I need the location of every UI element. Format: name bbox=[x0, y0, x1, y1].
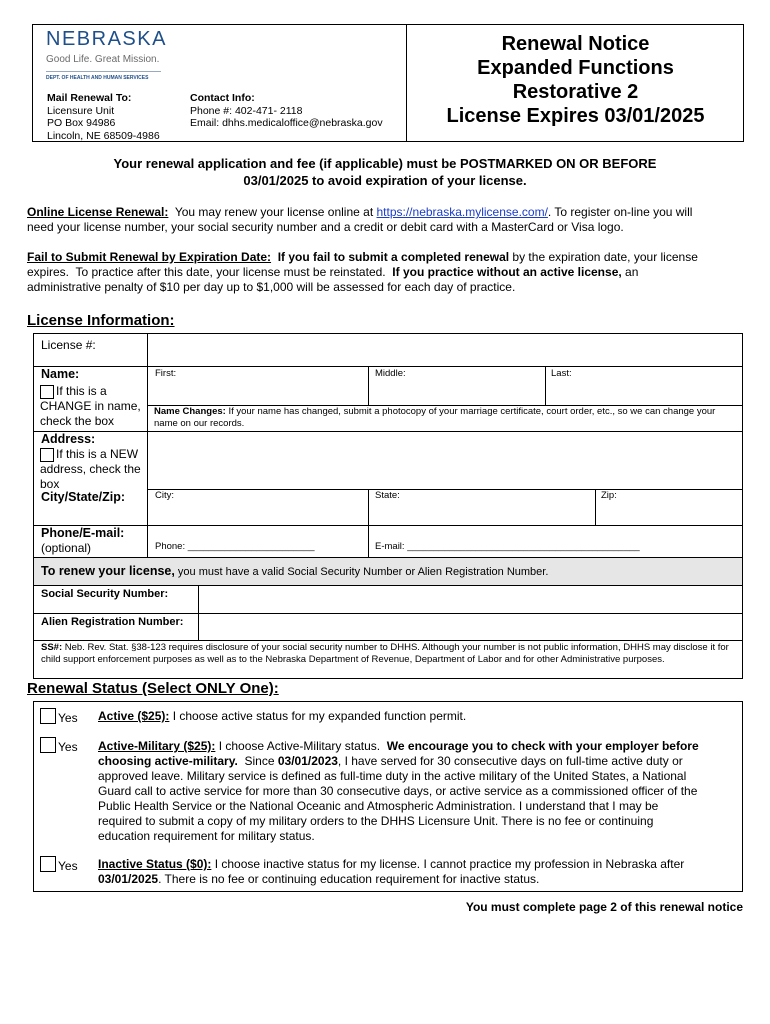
active-yes-label: Yes bbox=[58, 711, 78, 725]
name-col-divider bbox=[545, 366, 546, 405]
title-line: Expanded Functions bbox=[477, 57, 674, 79]
city-field-label: City: bbox=[155, 490, 174, 501]
military-date: 03/01/2023 bbox=[277, 754, 338, 768]
fail-to-submit-paragraph bbox=[27, 250, 747, 295]
fail-line3: administrative penalty of $10 per day up to $1,000 will be assessed for each day of practice. bbox=[27, 280, 516, 294]
title-line: Renewal Notice bbox=[501, 33, 650, 55]
row-line bbox=[33, 525, 743, 526]
alien-registration-label: Alien Registration Number: bbox=[41, 616, 184, 628]
fail-text: by the expiration date, your license bbox=[509, 250, 698, 264]
name-changes-text: If your name has changed, submit a photocopy of your marriage certificate, court order, etc., so we can change your name on our records. bbox=[154, 406, 716, 429]
military-line: approved leave. Military service is defined as full-time duty in the active military of the United States, a National bbox=[98, 769, 687, 783]
fail-text: an bbox=[621, 265, 639, 279]
mail-line: Lincoln, NE 68509-4986 bbox=[47, 129, 160, 142]
military-option bbox=[40, 737, 78, 755]
inactive-label: Inactive Status ($0): bbox=[98, 857, 212, 871]
military-line: required to submit a copy of my military orders to the DHHS Licensure Unit. There is no fee or continuing bbox=[98, 814, 654, 828]
first-name-field-label: First: bbox=[155, 368, 177, 379]
logo-dept: DEPT. OF HEALTH AND HUMAN SERVICES bbox=[46, 75, 149, 81]
military-description bbox=[98, 739, 743, 844]
logo-wordmark: NEBRASKA bbox=[46, 28, 167, 50]
military-line: Public Health Service or the National Oceanic and Atmospheric Administration. I understand that I may be bbox=[98, 799, 659, 813]
online-label: Online License Renewal: bbox=[27, 205, 169, 219]
renew-text: you must have a valid Social Security Number or Alien Registration Number. bbox=[174, 566, 549, 578]
row-line bbox=[33, 366, 743, 367]
online-renewal-link[interactable]: https://nebraska.mylicense.com/ bbox=[376, 205, 548, 219]
license-number-label: License #: bbox=[41, 338, 96, 352]
row-line bbox=[147, 489, 743, 490]
phone-email-label-group bbox=[41, 526, 124, 556]
active-option bbox=[40, 708, 78, 726]
mail-line: PO Box 94986 bbox=[47, 117, 116, 129]
title-line: License Expires 03/01/2025 bbox=[446, 105, 705, 127]
address-field[interactable] bbox=[148, 432, 742, 488]
inactive-description bbox=[98, 857, 743, 887]
inactive-yes-checkbox[interactable] bbox=[40, 856, 56, 872]
name-label: Name: bbox=[41, 367, 80, 381]
military-bold: choosing active-military. bbox=[98, 754, 238, 768]
ss-text: Neb. Rev. Stat. §38-123 requires disclosure of your social security number to DHHS. Although your number is not public information, DHHS may disclose it for child support enforcement purposes as well as to the Nebraska Department of Revenue, Department of Labor and for other Administrative purposes. bbox=[41, 642, 729, 665]
email-field[interactable]: E-mail: ____________________________________________ bbox=[375, 541, 640, 552]
middle-name-field-label: Middle: bbox=[375, 368, 406, 379]
csz-col-divider bbox=[368, 489, 369, 557]
fail-bold: If you fail to submit a completed renewal bbox=[271, 250, 510, 264]
city-state-zip-label: City/State/Zip: bbox=[41, 490, 126, 504]
phone-field[interactable]: Phone: ________________________ bbox=[155, 541, 315, 552]
address-label: Address: bbox=[41, 432, 96, 446]
inactive-yes-label: Yes bbox=[58, 859, 78, 873]
ssn-label: Social Security Number: bbox=[41, 588, 169, 600]
postmark-line: 03/01/2025 to avoid expiration of your license. bbox=[243, 173, 527, 188]
online-line2: need your license number, your social security number and a credit or debit card with a MasterCard or Visa logo. bbox=[27, 220, 624, 234]
address-checkbox-group bbox=[40, 447, 145, 492]
online-text: You may renew your license online at bbox=[168, 205, 377, 219]
military-label: Active-Military ($25): bbox=[98, 739, 216, 753]
active-text: I choose active status for my expanded function permit. bbox=[169, 709, 467, 723]
military-bold: We encourage you to check with your employer before bbox=[386, 739, 699, 753]
first-name-field[interactable] bbox=[149, 380, 367, 404]
name-col-divider bbox=[368, 366, 369, 405]
alien-registration-field[interactable] bbox=[199, 614, 742, 639]
zip-field-label: Zip: bbox=[601, 490, 617, 501]
military-line: Guard call to active service for more than 30 consecutive days, or active service as a commissioned officer of the bbox=[98, 784, 698, 798]
license-number-field[interactable] bbox=[148, 334, 742, 365]
city-field[interactable] bbox=[149, 502, 367, 524]
state-field[interactable] bbox=[369, 502, 594, 524]
military-text: Since bbox=[237, 754, 278, 768]
ss-label: SS#: bbox=[41, 642, 63, 653]
renew-bold: To renew your license, bbox=[41, 564, 175, 578]
contact-email: Email: dhhs.medicaloffice@nebraska.gov bbox=[190, 117, 383, 129]
ssn-field[interactable] bbox=[199, 586, 742, 612]
name-change-checkbox-group bbox=[40, 384, 145, 429]
logo-tagline: Good Life. Great Mission. bbox=[46, 54, 160, 65]
contact-phone: Phone #: 402-471- 2118 bbox=[190, 104, 303, 117]
mail-renewal-block bbox=[47, 92, 160, 142]
inactive-text: . There is no fee or continuing education requirement for inactive status. bbox=[158, 872, 540, 886]
contact-info-block bbox=[190, 92, 383, 130]
contact-label: Contact Info: bbox=[190, 92, 255, 104]
military-line: education requirement for military status. bbox=[98, 829, 315, 843]
license-info-heading: License Information: bbox=[27, 312, 175, 329]
notice-title bbox=[407, 32, 744, 128]
address-check-text: If this is a NEW address, check the box bbox=[40, 447, 141, 491]
military-yes-label: Yes bbox=[58, 740, 78, 754]
csz-col-divider bbox=[595, 489, 596, 526]
ss-disclosure-note bbox=[41, 642, 739, 666]
renewal-status-heading: Renewal Status (Select ONLY One): bbox=[27, 680, 279, 697]
row-line bbox=[33, 640, 743, 641]
phone-email-label: Phone/E-mail: bbox=[41, 526, 125, 540]
middle-name-field[interactable] bbox=[369, 380, 544, 404]
mail-label: Mail Renewal To: bbox=[47, 92, 132, 104]
name-change-checkbox[interactable] bbox=[40, 385, 54, 399]
online-text: . To register on-line you will bbox=[547, 205, 693, 219]
fail-text: expires. To practice after this date, your license must be reinstated. bbox=[27, 265, 393, 279]
inactive-text: I choose inactive status for my license. I cannot practice my profession in Nebraska after bbox=[211, 857, 685, 871]
name-change-check-text: If this is a CHANGE in name, check the box bbox=[40, 384, 141, 428]
military-text: I choose Active-Military status. bbox=[215, 739, 387, 753]
postmark-notice bbox=[0, 155, 770, 189]
state-field-label: State: bbox=[375, 490, 400, 501]
phone-email-optional: (optional) bbox=[41, 541, 92, 555]
name-changes-label: Name Changes: bbox=[154, 406, 226, 417]
name-changes-note bbox=[154, 406, 739, 430]
page-2-notice: You must complete page 2 of this renewal notice bbox=[465, 900, 743, 914]
new-address-checkbox[interactable] bbox=[40, 448, 54, 462]
postmark-line: Your renewal application and fee (if applicable) must be POSTMARKED ON OR BEFORE bbox=[113, 156, 657, 171]
logo-rule bbox=[46, 71, 161, 72]
title-line: Restorative 2 bbox=[512, 81, 639, 103]
logo bbox=[46, 28, 206, 82]
zip-field[interactable] bbox=[596, 502, 741, 524]
last-name-field[interactable] bbox=[546, 380, 741, 404]
active-description bbox=[98, 709, 738, 724]
last-name-field-label: Last: bbox=[551, 368, 572, 379]
military-text: , I have served for 30 consecutive days on full-time active duty or bbox=[337, 754, 683, 768]
renew-requirement-text bbox=[41, 565, 548, 579]
fail-label: Fail to Submit Renewal by Expiration Date: bbox=[27, 250, 272, 264]
fail-bold: If you practice without an active license, bbox=[392, 265, 622, 279]
mail-line: Licensure Unit bbox=[47, 104, 115, 117]
active-label: Active ($25): bbox=[98, 709, 170, 723]
online-renewal-paragraph bbox=[27, 205, 747, 235]
inactive-date: 03/01/2025 bbox=[98, 872, 159, 886]
inactive-option bbox=[40, 856, 78, 874]
phone-col-divider bbox=[147, 525, 148, 557]
military-yes-checkbox[interactable] bbox=[40, 737, 56, 753]
active-yes-checkbox[interactable] bbox=[40, 708, 56, 724]
